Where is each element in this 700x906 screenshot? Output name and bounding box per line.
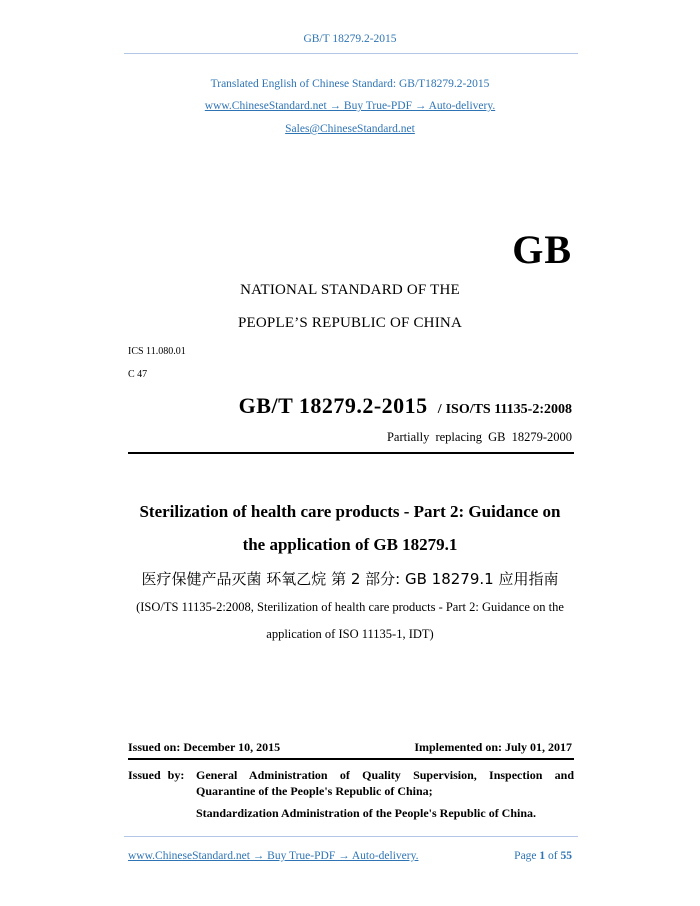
page-word: Page — [514, 850, 537, 862]
ics-code: ICS 11.080.01 — [128, 346, 186, 357]
national-standard-line1: NATIONAL STANDARD OF THE — [240, 282, 460, 298]
standard-number-block — [239, 393, 572, 419]
iso-equivalence-line1: (ISO/TS 11135-2:2008, Sterilization of health care products - Part 2: Guidance on the — [136, 600, 564, 614]
iso-equivalence-line2: application of ISO 11135-1, IDT) — [266, 627, 434, 641]
ccs-code: C 47 — [128, 369, 148, 380]
replacing-note: Partially replacing GB 18279-2000 — [386, 430, 572, 444]
issued-by-label: Issued by: — [128, 768, 185, 782]
footer-divider — [124, 836, 578, 837]
page-indicator — [514, 850, 572, 862]
header-divider — [124, 53, 578, 54]
issue-rule — [128, 758, 574, 760]
page-number: 1 — [539, 850, 546, 862]
title-en-line1: Sterilization of health care products - Part 2: Guidance on — [139, 502, 561, 521]
title-cn: 医疗保健产品灭菌 环氧乙烷 第 2 部分: GB 18279.1 应用指南 — [141, 570, 559, 588]
page-total: 55 — [560, 850, 572, 862]
issuer-line2: Quarantine of the People's Republic of China; — [196, 784, 433, 798]
translation-notice: Translated English of Chinese Standard: GB/T18279.2-2015 — [210, 78, 490, 90]
national-standard-line2: PEOPLE’S REPUBLIC OF CHINA — [238, 315, 462, 331]
running-header: GB/T 18279.2-2015 — [303, 33, 397, 45]
standard-number: GB/T 18279.2-2015 — [238, 393, 428, 418]
issuer-line3: Standardization Administration of the People's Republic of China. — [196, 806, 537, 820]
issuer-line1: General Administration of Quality Supervision, Inspection and — [196, 768, 574, 782]
iso-number: ISO/TS 11135-2:2008 — [445, 402, 572, 417]
website-link[interactable]: www.ChineseStandard.net → Buy True-PDF → Auto-delivery. — [204, 100, 496, 112]
footer-website-link[interactable]: www.ChineseStandard.net → Buy True-PDF → Auto-delivery. — [128, 850, 419, 862]
title-en-line2: the application of GB 18279.1 — [242, 535, 458, 554]
implemented-date: Implemented on: July 01, 2017 — [414, 740, 572, 754]
issued-date: Issued on: December 10, 2015 — [128, 740, 281, 754]
title-rule — [128, 452, 574, 454]
standard-separator: / — [437, 402, 442, 417]
of-word: of — [548, 850, 558, 862]
email-link[interactable]: Sales@ChineseStandard.net — [285, 123, 415, 135]
gb-logo: GB — [512, 227, 572, 272]
